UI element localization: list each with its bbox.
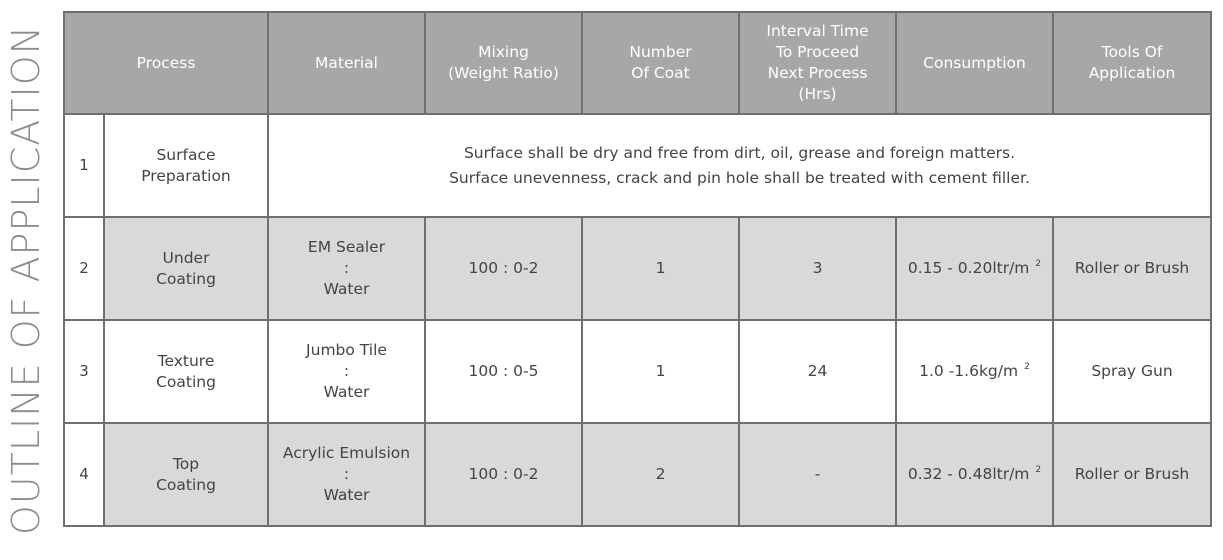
interval-cell: 24 — [739, 320, 896, 423]
header-number-of-coat — [582, 12, 739, 114]
header-row — [64, 12, 1211, 114]
tools-cell: Spray Gun — [1053, 320, 1211, 423]
consumption-cell — [896, 423, 1053, 526]
material-cell — [268, 423, 425, 526]
tools-cell: Roller or Brush — [1053, 217, 1211, 320]
header-mixing-line2: (Weight Ratio) — [448, 64, 559, 82]
header-tools-line2: Application — [1088, 64, 1176, 82]
description-line2: Surface unevenness, crack and pin hole shall be treated with cement filler. — [449, 168, 1030, 187]
table-row-texture-coating — [64, 320, 1211, 423]
mixing-cell: 100 : 0-2 — [425, 423, 582, 526]
description-line1: Surface shall be dry and free from dirt, oil, grease and foreign matters. — [463, 143, 1016, 162]
process-line2: Preparation — [141, 166, 231, 185]
process-line1: Top — [172, 454, 200, 473]
material-separator: : — [343, 362, 350, 381]
header-material: Material — [268, 12, 425, 114]
header-process: Process — [64, 12, 268, 114]
header-mixing-line1: Mixing — [478, 43, 529, 62]
tools-cell: Roller or Brush — [1053, 423, 1211, 526]
consumption-value: 1.0 -1.6kg/m — [919, 362, 1019, 381]
row-number: 2 — [64, 217, 104, 320]
material-line2: Water — [323, 279, 370, 298]
side-title-text: OUTLINE OF APPLICATION — [4, 24, 48, 536]
mixing-cell: 100 : 0-5 — [425, 320, 582, 423]
process-line1: Surface — [156, 145, 216, 164]
process-cell — [104, 217, 268, 320]
header-tools-line1: Tools Of — [1101, 43, 1163, 62]
coats-cell: 1 — [582, 320, 739, 423]
material-line1: Acrylic Emulsion — [282, 444, 411, 463]
process-line2: Coating — [156, 372, 216, 391]
material-cell — [268, 320, 425, 423]
mixing-cell: 100 : 0-2 — [425, 217, 582, 320]
consumption-cell — [896, 217, 1053, 320]
process-cell — [104, 320, 268, 423]
header-mixing — [425, 12, 582, 114]
header-consumption: Consumption — [896, 12, 1053, 114]
side-title — [4, 0, 48, 560]
process-line1: Texture — [157, 351, 215, 370]
material-cell — [268, 217, 425, 320]
material-separator: : — [343, 259, 350, 278]
coats-cell: 2 — [582, 423, 739, 526]
consumption-superscript: 2 — [1035, 259, 1042, 270]
consumption-value: 0.15 - 0.20ltr/m — [907, 259, 1030, 278]
process-line2: Coating — [156, 269, 216, 288]
header-coats-line1: Number — [629, 43, 692, 62]
material-line2: Water — [323, 382, 370, 401]
header-interval-line1: Interval Time — [766, 22, 869, 41]
header-interval-line2: To Proceed — [775, 43, 860, 62]
header-interval-time — [739, 12, 896, 114]
application-table — [63, 11, 1212, 527]
row-number: 3 — [64, 320, 104, 423]
row-number: 4 — [64, 423, 104, 526]
process-line1: Under — [162, 248, 210, 267]
header-interval-line4: (Hrs) — [798, 84, 837, 103]
material-line1: Jumbo Tile — [306, 341, 387, 360]
interval-cell: - — [739, 423, 896, 526]
interval-cell: 3 — [739, 217, 896, 320]
consumption-cell — [896, 320, 1053, 423]
table-row-top-coating — [64, 423, 1211, 526]
material-separator: : — [343, 465, 350, 484]
process-cell — [104, 423, 268, 526]
process-line2: Coating — [156, 475, 216, 494]
process-cell — [104, 114, 268, 217]
material-line2: Water — [323, 485, 370, 504]
header-interval-line3: Next Process — [767, 64, 868, 82]
material-line1: EM Sealer — [307, 238, 386, 257]
consumption-superscript: 2 — [1035, 465, 1042, 476]
surface-preparation-description — [268, 114, 1211, 217]
table-row-surface-preparation — [64, 114, 1211, 217]
header-coats-line2: Of Coat — [631, 64, 690, 82]
consumption-value: 0.32 - 0.48ltr/m — [907, 465, 1030, 484]
consumption-superscript: 2 — [1024, 362, 1030, 373]
coats-cell: 1 — [582, 217, 739, 320]
table-row-under-coating — [64, 217, 1211, 320]
header-tools — [1053, 12, 1211, 114]
row-number: 1 — [64, 114, 104, 217]
